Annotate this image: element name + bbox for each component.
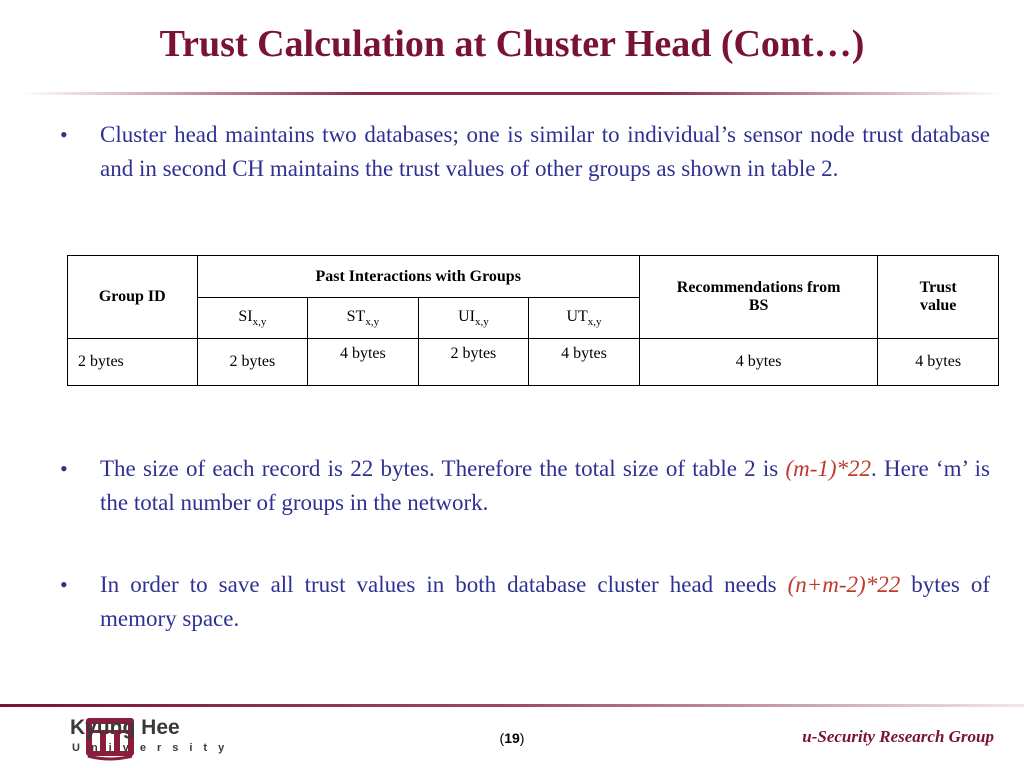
subheader-ui-base: UI	[458, 307, 475, 325]
header-trust-value-text: Trust value	[919, 279, 957, 314]
subheader-si	[197, 298, 308, 339]
bullet-3-before: In order to save all trust values in both database cluster head needs	[100, 572, 788, 597]
subheader-ut-sub: x,y	[587, 316, 602, 329]
bullet-2-before: The size of each record is 22 bytes. Therefore the total size of table 2 is	[100, 456, 786, 481]
slide-title: Trust Calculation at Cluster Head (Cont…)	[159, 23, 865, 65]
cell-ut: 4 bytes	[529, 339, 640, 386]
subheader-si-sub: x,y	[252, 316, 267, 329]
bullet-3	[60, 568, 990, 636]
page-close: )	[519, 730, 525, 746]
subheader-ui-sub: x,y	[474, 316, 489, 329]
subheader-st	[308, 298, 419, 339]
bullet-2-text	[100, 452, 990, 520]
subheader-ut	[529, 298, 640, 339]
cell-ui: 2 bytes	[418, 339, 529, 386]
cell-recommendations: 4 bytes	[639, 339, 878, 386]
page-number-value: 19	[504, 730, 520, 746]
subheader-ut-base: UT	[566, 307, 588, 325]
cell-trust: 4 bytes	[878, 339, 999, 386]
bullet-3-after: bytes of memory space.	[100, 572, 990, 631]
bullet-dot-icon: •	[60, 122, 68, 147]
bullet-1-text: Cluster head maintains two databases; one is similar to individual’s sensor node trust database and in second CH maintains the trust values of other groups as shown in table 2.	[100, 122, 990, 181]
title-divider	[20, 92, 1004, 95]
cell-group-id: 2 bytes	[68, 339, 198, 386]
university-name: Kyung Hee	[70, 716, 180, 739]
subheader-st-base: ST	[346, 307, 366, 325]
bullet-3-text	[100, 568, 990, 636]
bullet-3-formula: (n+m-2)*22	[787, 572, 901, 597]
bullet-2-after: . Here ‘m’ is the total number of groups in the network.	[100, 456, 990, 515]
header-recommendations-text: Recommendations from BS	[676, 279, 841, 314]
record-table	[67, 255, 999, 386]
header-trust-value	[878, 256, 999, 339]
cell-st: 4 bytes	[308, 339, 419, 386]
bullet-dot-icon: •	[60, 456, 68, 481]
page-open: (	[499, 730, 505, 746]
subheader-st-sub: x,y	[365, 316, 380, 329]
table-row	[68, 339, 999, 386]
bullet-dot-icon: •	[60, 572, 68, 597]
header-recommendations	[639, 256, 878, 339]
header-group-id: Group ID	[68, 256, 198, 339]
bullet-2-formula: (m-1)*22	[785, 456, 872, 481]
cell-si: 2 bytes	[197, 339, 308, 386]
research-group: u-Security Research Group	[802, 727, 994, 746]
subheader-si-base: SI	[238, 307, 253, 325]
footer-divider	[0, 704, 1024, 707]
header-past-interactions: Past Interactions with Groups	[197, 256, 639, 298]
subheader-ui	[418, 298, 529, 339]
bullet-2	[60, 452, 990, 520]
university-sub: University	[72, 742, 236, 754]
bullet-1	[60, 118, 990, 186]
